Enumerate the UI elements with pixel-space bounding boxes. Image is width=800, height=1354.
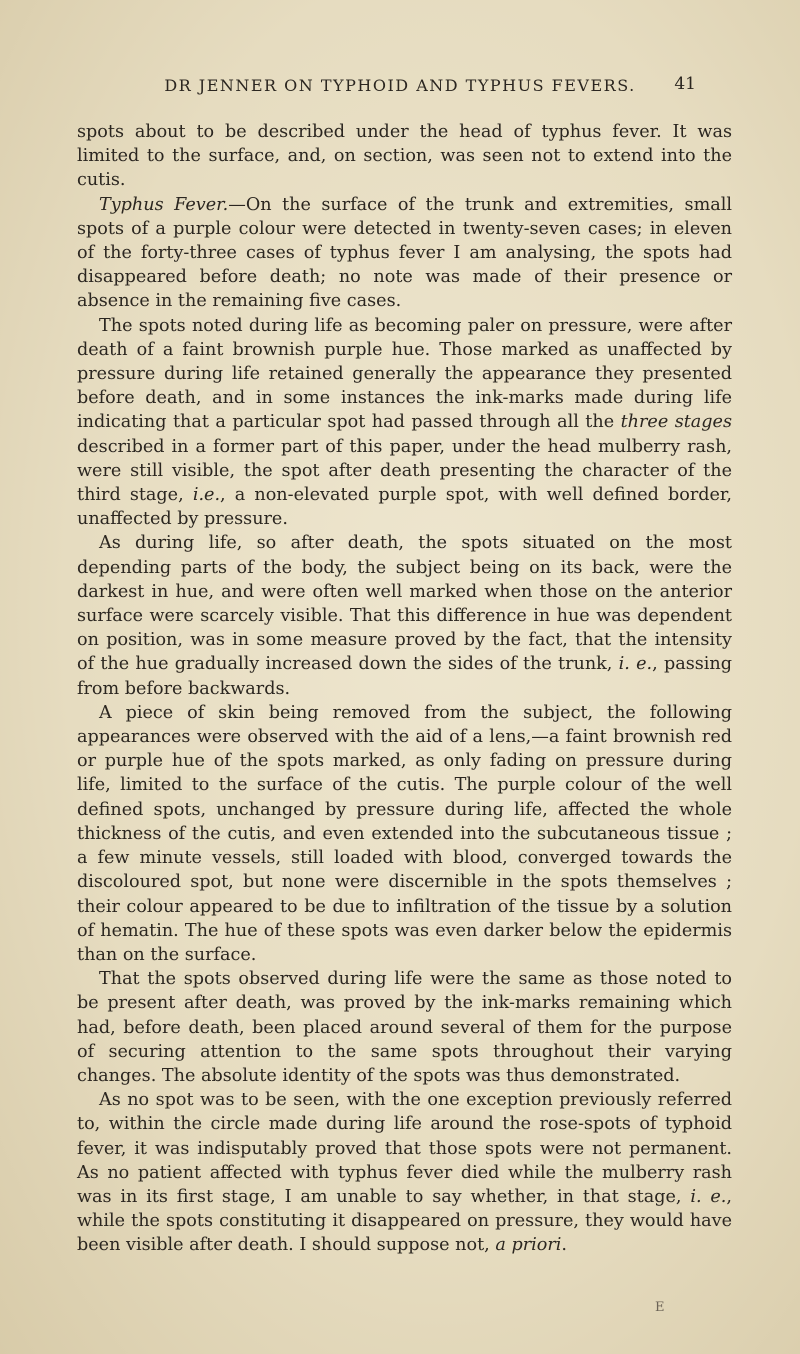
paragraph-text: spots about to be described under the head of typhus fever. It was limited to the surface, and, on section, was seen not to extend into the cutis. (77, 122, 732, 191)
paragraph-text: —On the surface of the trunk and extremities, small spots of a purple colour were detected in twenty-seven cases; in eleven of the forty-three cases of typhus fever I am analysing, the spots had disappeared before death; no note was made of their presence or absence in the remaining five cases. (77, 194, 732, 312)
paragraph-text: A piece of skin being removed from the subject, the following appearances were observed with the aid of a lens,—a faint brownish red or purple hue of the spots marked, as only fading on pressure during life, limited to the surface of the cutis. The purple colour of the well defined spots, unchanged by pressure during life, affected the whole thickness of the cutis, and even extended into the subcutaneous tissue ; a few minute vessels, still loaded with blood, converged towards the discoloured spot, but none were discernible in the spots themselves ; their colour appeared to be due to infiltration of the tissue by a solution of hematin. The hue of these spots was even darker below the epidermis than on the surface. (77, 702, 732, 965)
paragraph-text: . (561, 1235, 567, 1256)
paragraph-text: As during life, so after death, the spots situated on the most depending parts of the body, the subject being on its back, were the darkest in hue, and were often well marked when those on the anterior surface were scarcely visible. That this difference in hue was dependent on position, was in some measure proved by the fact, that the intensity of the hue gradually increased down the sides of the trunk, (77, 533, 732, 675)
italic-phrase: i. e. (618, 654, 653, 675)
paragraph-text: , while the spots constituting it disappeared on pressure, they would have been visible after death. I should suppose not, (77, 1186, 732, 1256)
body-text (77, 120, 732, 1258)
italic-phrase: i.e. (192, 485, 221, 506)
paragraph-text: , a non-elevated purple spot, with well defined border, unaffected by pressure. (77, 485, 733, 530)
paragraph-identity (77, 967, 732, 1088)
paragraph-text: The spots noted during life as becoming paler on pressure, were after death of a faint brownish purple hue. Those marked as unaffected by pressure during life retained generally the appearance they presented before death, and in some instances the ink-marks made during life indicating that a particular spot had passed through all the (77, 315, 732, 433)
italic-phrase: a priori (495, 1235, 562, 1256)
paragraph-continuation (77, 120, 732, 193)
page-number: 41 (674, 74, 696, 94)
paragraph-depending-parts (77, 531, 732, 700)
running-head-title: DR JENNER ON TYPHOID AND TYPHUS FEVERS. (164, 76, 636, 95)
paragraph-not-permanent (77, 1088, 732, 1257)
paragraph-text: That the spots observed during life were the same as those noted to be present after death, was proved by the ink-marks remaining which had, before death, been placed around several of them for the purpose of securing attention to the same spots throughout their varying changes. The absolute identity of the spots was thus demonstrated. (77, 969, 732, 1086)
italic-phrase: i. e. (690, 1186, 727, 1207)
paragraph-text: described in a former part of this paper, under the head mulberry rash, were still visible, the spot after death presenting the character of the third stage, (77, 436, 732, 506)
paragraph-typhus-fever (77, 193, 732, 314)
paragraph-skin-piece (77, 701, 732, 967)
section-lead-typhus-fever: Typhus Fever. (99, 194, 229, 215)
signature-mark: E (655, 1300, 665, 1315)
paragraph-text: As no spot was to be seen, with the one exception previously referred to, within the circle made during life around the rose-spots of typhoid fever, it was indisputably proved that those spots were not permanent. As no patient affected with typhus fever died while the mulberry rash was in its first stage, I am unable to say whether, in that stage, (77, 1090, 732, 1207)
paragraph-spots-after-death (77, 314, 732, 532)
paragraph-text: , passing from before backwards. (77, 654, 732, 699)
italic-phrase: three stages (620, 412, 732, 433)
